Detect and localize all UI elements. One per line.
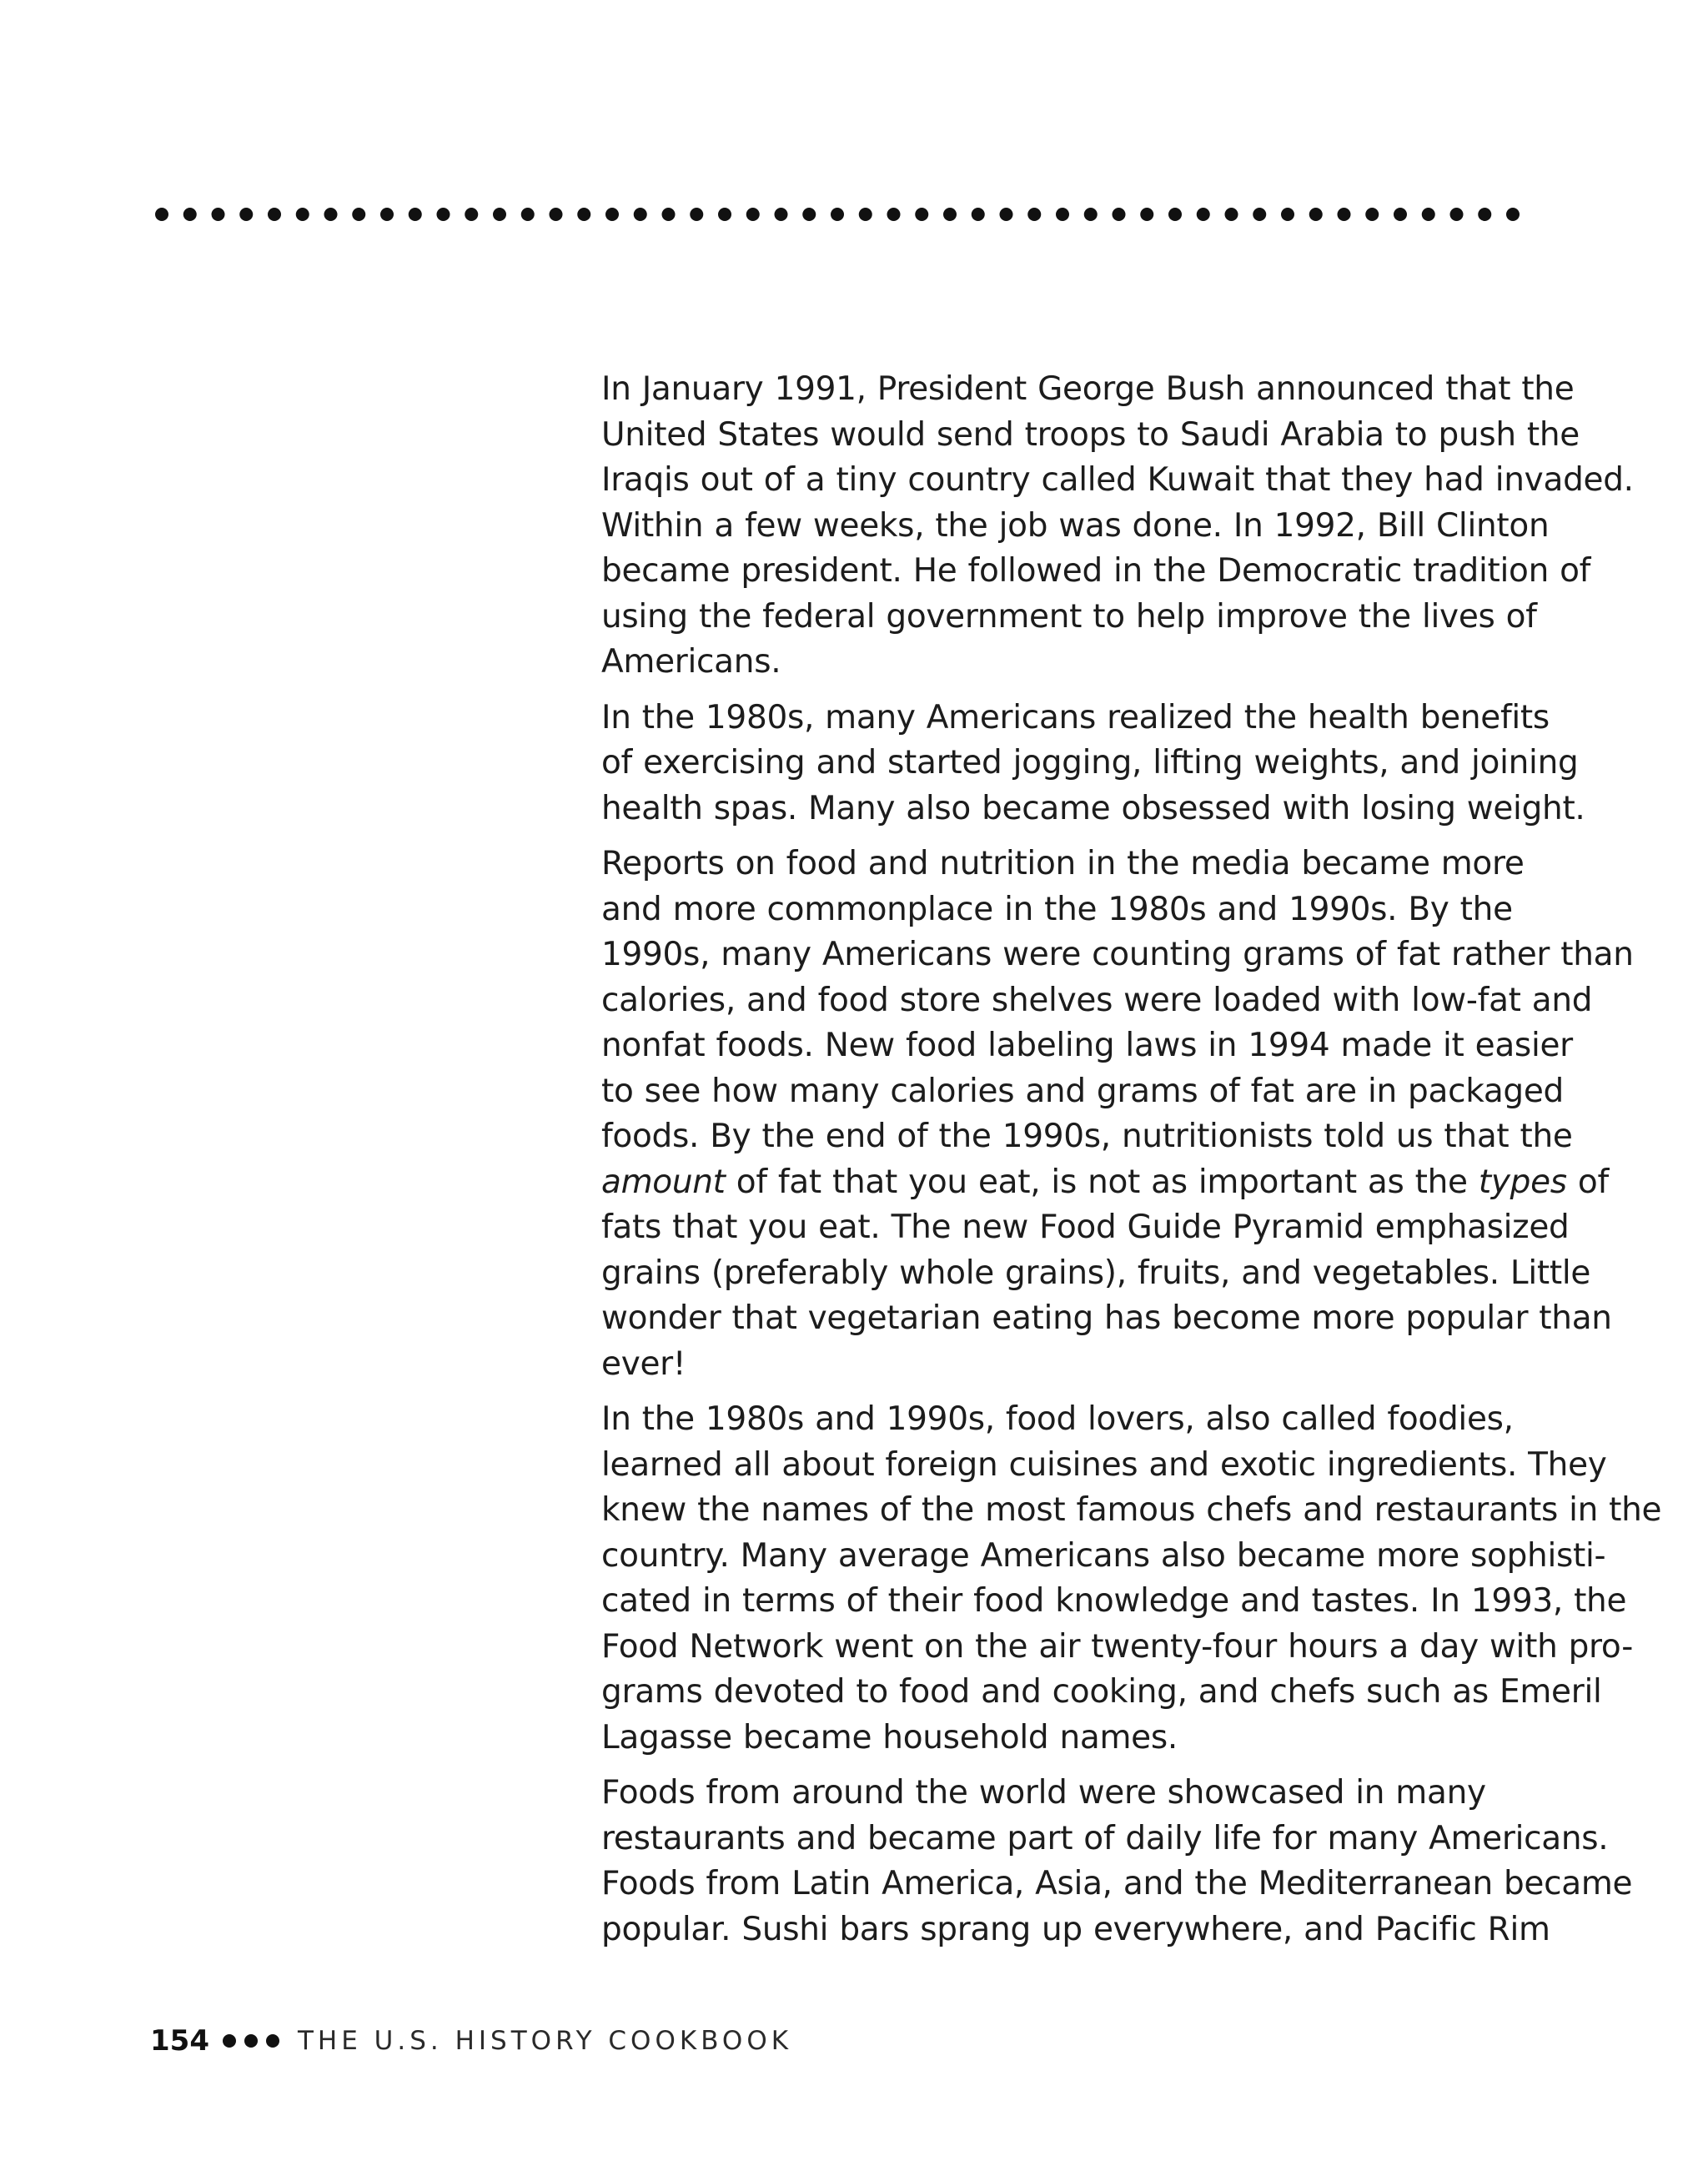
rule-dot-icon [212, 208, 225, 221]
text-line: nonfat foods. New food labeling laws in 1994 made it easier [601, 1027, 1573, 1064]
rule-dot-icon [1168, 208, 1182, 221]
dot-icon [244, 2034, 258, 2048]
paragraph-4 [544, 1397, 1662, 1761]
rule-dot-icon [887, 208, 901, 221]
text-line: Lagasse became household names. [601, 1718, 1178, 1756]
rule-dot-icon [1000, 208, 1013, 221]
text-line: health spas. Many also became obsessed with losing weight. [601, 789, 1585, 827]
text-line: Within a few weeks, the job was done. In 1992, Bill Clinton [601, 506, 1550, 545]
page-number: 154 [150, 2024, 209, 2058]
rule-dot-icon [1338, 208, 1351, 221]
text-line: country. Many average Americans also became more sophisti- [601, 1536, 1606, 1575]
rule-dot-icon [409, 208, 422, 221]
text-line: United States would send troops to Saudi Arabia to push the [601, 415, 1580, 454]
rule-dot-icon [1253, 208, 1266, 221]
text-line: Reports on food and nutrition in the media became more [601, 845, 1525, 882]
rule-dot-icon [746, 208, 760, 221]
text-line: Foods from Latin America, Asia, and the Mediterranean became [601, 1865, 1633, 1902]
paragraph-5 [544, 1771, 1633, 1952]
rule-dot-icon [605, 208, 619, 221]
rule-dot-icon [550, 208, 563, 221]
italic-word-types: types [1478, 1163, 1567, 1201]
text-line: In the 1980s, many Americans realized the health benefits [601, 698, 1550, 736]
rule-dot-icon [1197, 208, 1210, 221]
rule-dot-icon [1365, 208, 1379, 221]
text-line: using the federal government to help improve the lives of [601, 597, 1537, 636]
rule-dot-icon [1084, 208, 1098, 221]
rule-dot-icon [1450, 208, 1464, 221]
text-line: cated in terms of their food knowledge and tastes. In 1993, the [601, 1582, 1627, 1620]
text-line: grams devoted to food and cooking, and chefs such as Emeril [601, 1673, 1602, 1711]
text-line: learned all about foreign cuisines and exotic ingredients. They [601, 1445, 1607, 1484]
rule-dot-icon [239, 208, 253, 221]
text-line-with-italics [544, 1160, 1609, 1206]
text-fragment: of [1566, 1163, 1609, 1201]
running-book-title: THE U.S. HISTORY COOKBOOK [297, 2026, 793, 2056]
rule-dot-icon [1225, 208, 1238, 221]
rule-dot-icon [324, 208, 338, 221]
text-line: ever! [601, 1344, 686, 1383]
rule-dot-icon [1394, 208, 1407, 221]
rule-dot-icon [268, 208, 281, 221]
rule-dot-icon [1027, 208, 1041, 221]
paragraph-1 [544, 367, 1634, 686]
rule-dot-icon [634, 208, 647, 221]
dotted-rule-divider [155, 205, 1520, 224]
rule-dot-icon [943, 208, 957, 221]
text-line: Americans. [601, 643, 781, 681]
rule-dot-icon [1113, 208, 1126, 221]
rule-dot-icon [155, 208, 168, 221]
rule-dot-icon [521, 208, 535, 221]
rule-dot-icon [859, 208, 872, 221]
text-line: In the 1980s and 1990s, food lovers, also called foodies, [601, 1400, 1514, 1438]
rule-dot-icon [831, 208, 844, 221]
text-line: Foods from around the world were showcased in many [601, 1774, 1486, 1812]
paragraph-2 [544, 696, 1585, 832]
text-line: In January 1991, President George Bush announced that the [601, 370, 1575, 408]
dot-icon [266, 2034, 279, 2048]
text-line: fats that you eat. The new Food Guide Pyramid emphasized [601, 1209, 1570, 1246]
text-line: 1990s, many Americans were counting grams of fat rather than [601, 936, 1634, 973]
text-line: calories, and food store shelves were loaded with low-fat and [601, 981, 1593, 1019]
rule-dot-icon [1422, 208, 1435, 221]
rule-dot-icon [1140, 208, 1153, 221]
text-fragment: of fat that you eat, is not as important as the [725, 1163, 1479, 1201]
text-line: knew the names of the most famous chefs and restaurants in the [601, 1491, 1662, 1529]
text-line: and more commonplace in the 1980s and 1990s. By the [601, 890, 1513, 928]
rule-dot-icon [718, 208, 731, 221]
rule-dot-icon [352, 208, 365, 221]
rule-dot-icon [662, 208, 676, 221]
rule-dot-icon [802, 208, 816, 221]
text-line: to see how many calories and grams of fat are in packaged [601, 1072, 1565, 1110]
page-footer [150, 2024, 792, 2058]
text-line: Iraqis out of a tiny country called Kuwait that they had invaded. [601, 461, 1634, 499]
rule-dot-icon [1506, 208, 1520, 221]
rule-dot-icon [380, 208, 394, 221]
rule-dot-icon [690, 208, 703, 221]
rule-dot-icon [1478, 208, 1491, 221]
text-line: foods. By the end of the 1990s, nutritionists told us that the [601, 1118, 1573, 1155]
rule-dot-icon [972, 208, 985, 221]
rule-dot-icon [493, 208, 506, 221]
paragraph-3 [544, 842, 1634, 1387]
rule-dot-icon [1281, 208, 1294, 221]
rule-dot-icon [465, 208, 478, 221]
rule-dot-icon [1309, 208, 1323, 221]
rule-dot-icon [437, 208, 450, 221]
text-line: of exercising and started jogging, lifting weights, and joining [601, 744, 1579, 781]
dot-icon [223, 2034, 236, 2048]
text-line: popular. Sushi bars sprang up everywhere, and Pacific Rim [601, 1910, 1550, 1948]
text-line: wonder that vegetarian eating has become more popular than [601, 1299, 1612, 1337]
footer-dots-ornament [223, 2034, 279, 2048]
main-text-column [544, 367, 1662, 1962]
rule-dot-icon [775, 208, 788, 221]
rule-dot-icon [1056, 208, 1069, 221]
rule-dot-icon [577, 208, 590, 221]
text-line: restaurants and became part of daily life for many Americans. [601, 1819, 1609, 1857]
rule-dot-icon [915, 208, 928, 221]
rule-dot-icon [183, 208, 197, 221]
text-line: became president. He followed in the Democratic tradition of [601, 552, 1591, 590]
text-line: Food Network went on the air twenty-four hours a day with pro- [601, 1627, 1633, 1666]
text-line: grains (preferably whole grains), fruits, and vegetables. Little [601, 1254, 1591, 1292]
rule-dot-icon [296, 208, 309, 221]
italic-word-amount: amount [601, 1163, 726, 1201]
